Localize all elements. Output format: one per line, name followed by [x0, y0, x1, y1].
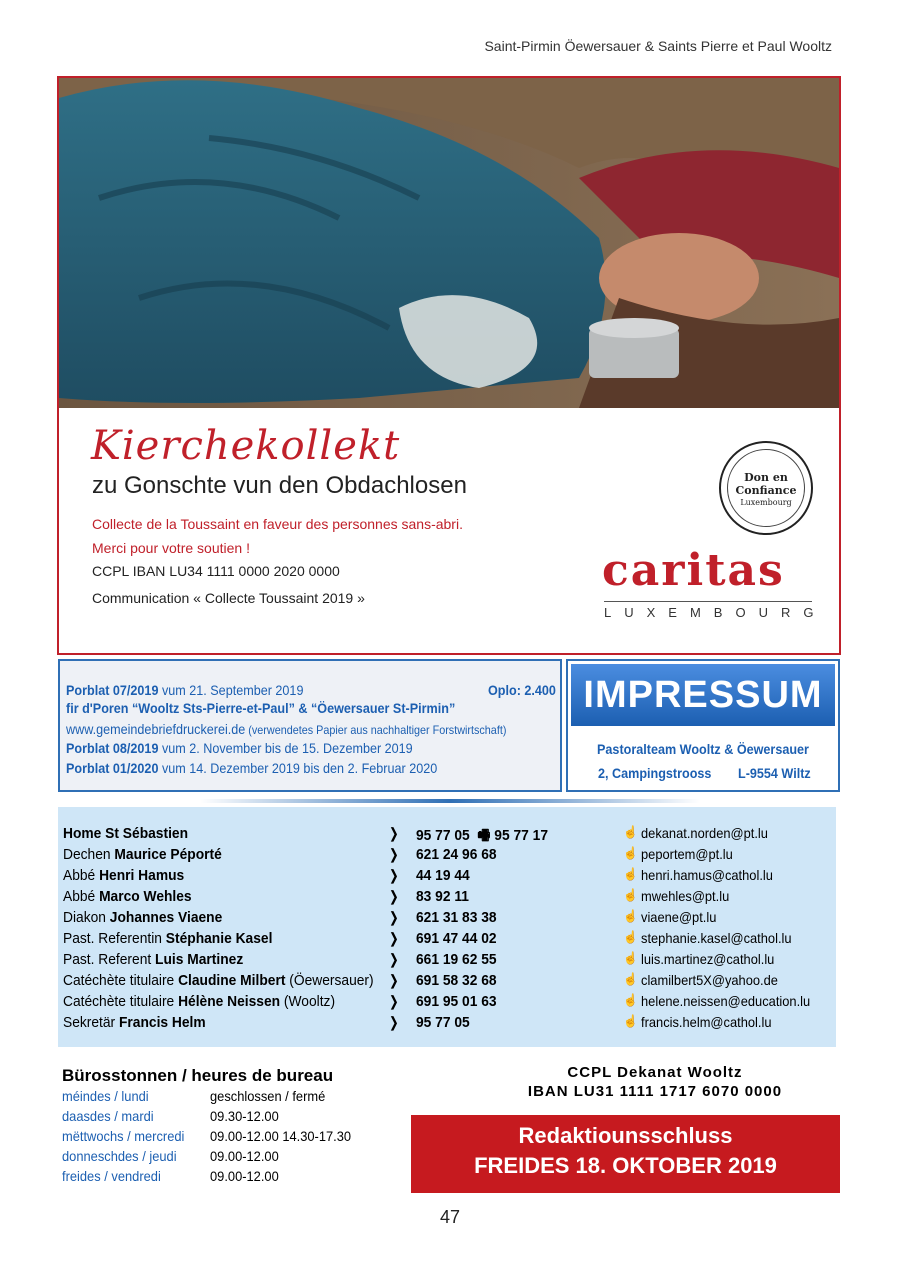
- contact-person: Maurice Péporté: [114, 846, 222, 863]
- issue-08-date: vum 2. November bis de 15. Dezember 2019: [158, 740, 413, 756]
- fax-icon: 🖷: [477, 827, 491, 844]
- logo-divider: [604, 601, 812, 602]
- editorial-deadline-banner: [411, 1115, 840, 1193]
- ad-title: Kierchekollekt: [91, 423, 401, 469]
- contact-name: [63, 909, 222, 926]
- contact-name: [63, 951, 243, 968]
- page-number: 47: [439, 1207, 461, 1227]
- contact-row: [58, 888, 836, 909]
- phone-icon: ❭: [388, 846, 400, 862]
- contact-person: Home St Sébastien: [63, 825, 189, 842]
- printer-line: [66, 721, 506, 737]
- contact-phone[interactable]: [416, 972, 497, 989]
- contact-person: Henri Hamus: [99, 867, 185, 884]
- contact-role: Past. Referentin: [63, 930, 166, 947]
- office-hours-time: geschlossen / fermé: [210, 1088, 326, 1104]
- contact-person: Hélène Neissen: [178, 993, 281, 1010]
- page-header: Saint-Pirmin Öewersauer & Saints Pierre et Paul Wooltz: [484, 38, 832, 54]
- mouse-pointer-icon: ☝: [623, 1014, 638, 1028]
- contact-role: Diakon: [63, 909, 110, 926]
- mouse-pointer-icon: ☝: [623, 867, 638, 881]
- contact-name: [63, 993, 335, 1010]
- phone-number[interactable]: 95 77 05: [416, 827, 470, 844]
- contact-phone[interactable]: [416, 930, 497, 947]
- caritas-advertisement: [57, 76, 841, 655]
- office-hours-day: méindes / lundi: [62, 1088, 149, 1104]
- homeless-person-photo: [59, 78, 839, 408]
- contact-role: Past. Referent: [63, 951, 156, 968]
- contact-row: [58, 972, 836, 993]
- contact-list: [58, 807, 836, 1047]
- office-hours-day: mëttwochs / mercredi: [62, 1128, 185, 1144]
- contact-person: Luis Martinez: [155, 951, 244, 968]
- contact-email[interactable]: francis.helm@cathol.lu: [641, 1014, 772, 1030]
- caritas-logo: caritas: [602, 545, 785, 596]
- office-hours-time: 09.00-12.00 14.30-17.30: [210, 1128, 352, 1144]
- bank-account-name: CCPL Dekanat Wooltz: [567, 1064, 743, 1081]
- contact-row: [58, 867, 836, 888]
- contact-email[interactable]: peportem@pt.lu: [641, 846, 733, 862]
- contact-role: Sekretär: [63, 1014, 119, 1031]
- contact-name: [63, 1014, 206, 1031]
- contact-person: Francis Helm: [118, 1014, 206, 1031]
- phone-number[interactable]: 83 92 11: [416, 888, 469, 905]
- office-hours-title: Bürosstonnen / heures de bureau: [62, 1066, 334, 1085]
- ad-subtitle: zu Gonschte vun den Obdachlosen: [92, 472, 467, 499]
- contact-role: Abbé: [63, 867, 100, 884]
- contact-row: [58, 930, 836, 951]
- contact-role: Abbé: [63, 888, 100, 905]
- issue-07-date: vum 21. September 2019: [158, 682, 304, 698]
- contact-email[interactable]: viaene@pt.lu: [641, 909, 717, 925]
- contact-email[interactable]: stephanie.kasel@cathol.lu: [641, 930, 792, 946]
- phone-icon: ❭: [388, 1014, 400, 1030]
- phone-icon: ❭: [388, 951, 400, 967]
- impressum-team: Pastoralteam Wooltz & Öewersauer: [597, 741, 809, 757]
- contact-person: Marco Wehles: [99, 888, 192, 905]
- mouse-pointer-icon: ☝: [623, 951, 638, 965]
- issue-line-07: [66, 682, 303, 698]
- impressum-box: [566, 659, 840, 792]
- contact-row: [58, 993, 836, 1014]
- impressum-title: IMPRESSUM: [571, 664, 835, 726]
- contact-phone[interactable]: [416, 867, 470, 884]
- contact-person: Johannes Viaene: [109, 909, 223, 926]
- issue-01-date: vum 14. Dezember 2019 bis den 2. Februar 2020: [158, 760, 438, 776]
- contact-phone[interactable]: [416, 888, 469, 905]
- phone-number[interactable]: 621 31 83 38: [416, 909, 497, 926]
- contact-email[interactable]: helene.neissen@education.lu: [641, 993, 811, 1009]
- seal-line-2: Confiance: [735, 484, 797, 497]
- phone-number[interactable]: 44 19 44: [416, 867, 470, 884]
- printer-note: (verwendetes Papier aus nachhaltiger Forstwirtschaft): [245, 723, 507, 737]
- phone-icon: ❭: [388, 909, 400, 925]
- office-hours-time: 09.00-12.00: [210, 1168, 279, 1184]
- ad-french-line-1: Collecte de la Toussaint en faveur des personnes sans-abri.: [92, 516, 463, 532]
- contact-row: [58, 825, 836, 846]
- impressum-zip: L-9554 Wiltz: [738, 765, 811, 781]
- contact-name: [63, 867, 184, 884]
- office-hours-time: 09.00-12.00: [210, 1148, 279, 1164]
- contact-row: [58, 951, 836, 972]
- mouse-pointer-icon: ☝: [623, 888, 638, 902]
- mouse-pointer-icon: ☝: [623, 909, 638, 923]
- issue-07-label: Porblat 07/2019: [66, 682, 159, 698]
- phone-number[interactable]: 95 77 05: [416, 1014, 470, 1031]
- contact-name: [63, 888, 192, 905]
- office-hours-day: freides / vendredi: [62, 1168, 161, 1184]
- contact-email[interactable]: luis.martinez@cathol.lu: [641, 951, 775, 967]
- contact-role: Dechen: [63, 846, 115, 863]
- impressum-address: 2, Campingstrooss: [598, 765, 712, 781]
- seal-line-3: Luxembourg: [740, 498, 792, 507]
- section-divider: [200, 799, 700, 803]
- contact-name: [63, 825, 188, 842]
- phone-number[interactable]: 621 24 96 68: [416, 846, 497, 863]
- phone-number[interactable]: 691 95 01 63: [416, 993, 497, 1010]
- ad-french-line-2: Merci pour votre soutien !: [92, 540, 250, 556]
- phone-icon: ❭: [388, 993, 400, 1009]
- contact-email[interactable]: mwehles@pt.lu: [641, 888, 730, 904]
- contact-email[interactable]: clamilbert5X@yahoo.de: [641, 972, 778, 988]
- mouse-pointer-icon: ☝: [623, 930, 638, 944]
- mouse-pointer-icon: ☝: [623, 993, 638, 1007]
- mouse-pointer-icon: ☝: [623, 825, 638, 839]
- contact-name: [63, 930, 272, 947]
- contact-person: Claudine Milbert: [178, 972, 286, 989]
- contact-role: Catéchète titulaire: [63, 993, 179, 1010]
- office-hours-time: 09.30-12.00: [210, 1108, 279, 1124]
- phone-icon: ❭: [388, 930, 400, 946]
- contact-name: [63, 846, 222, 863]
- contact-row: [58, 909, 836, 930]
- contact-phone[interactable]: [416, 993, 497, 1010]
- mouse-pointer-icon: ☝: [623, 846, 638, 860]
- seal-line-1: Don en: [744, 471, 788, 484]
- issue-line-01: [66, 760, 437, 776]
- contact-note: (Wooltz): [280, 993, 336, 1010]
- deadline-label: Redaktiounsschluss: [518, 1123, 733, 1148]
- fax-number[interactable]: 95 77 17: [494, 827, 548, 844]
- phone-number[interactable]: 661 19 62 55: [416, 951, 497, 968]
- contact-email[interactable]: henri.hamus@cathol.lu: [641, 867, 773, 883]
- parishes-line: fir d'Poren “Wooltz Sts-Pierre-et-Paul” & “Öewersauer St-Pirmin”: [66, 700, 456, 716]
- contact-phone[interactable]: [416, 951, 497, 968]
- photo-illustration: [59, 78, 839, 408]
- ad-communication: Communication « Collecte Toussaint 2019 »: [92, 590, 365, 606]
- office-hours-day: daasdes / mardi: [62, 1108, 154, 1124]
- phone-number[interactable]: 691 47 44 02: [416, 930, 497, 947]
- contact-person: Stéphanie Kasel: [165, 930, 273, 947]
- issue-01-label: Porblat 01/2020: [66, 760, 159, 776]
- contact-row: [58, 846, 836, 867]
- contact-row: [58, 1014, 836, 1035]
- issue-08-label: Porblat 08/2019: [66, 740, 159, 756]
- contact-note: (Öewersauer): [285, 972, 374, 989]
- contact-name: [63, 972, 374, 989]
- publication-info-box: [58, 659, 562, 792]
- contact-phone[interactable]: [416, 1014, 470, 1031]
- bank-iban: IBAN LU31 1111 1717 6070 0000: [527, 1083, 783, 1100]
- contact-email[interactable]: dekanat.norden@pt.lu: [641, 825, 768, 841]
- deadline-date: FREIDES 18. OKTOBER 2019: [474, 1153, 777, 1178]
- phone-icon: ❭: [388, 867, 400, 883]
- ad-iban: CCPL IBAN LU34 1111 0000 2020 0000: [92, 563, 340, 579]
- phone-icon: ❭: [388, 888, 400, 904]
- caritas-logo-sub: LUXEMBOURG: [604, 605, 827, 620]
- contact-phone[interactable]: [416, 846, 497, 863]
- office-hours-day: donneschdes / jeudi: [62, 1148, 177, 1164]
- printer-link[interactable]: www.gemeindebriefdruckerei.de: [66, 721, 246, 737]
- print-run: Oplo: 2.400: [488, 682, 556, 698]
- phone-icon: ❭: [388, 825, 400, 841]
- don-en-confiance-seal: [719, 441, 813, 535]
- contact-role: Catéchète titulaire: [63, 972, 179, 989]
- phone-icon: ❭: [388, 972, 400, 988]
- mouse-pointer-icon: ☝: [623, 972, 638, 986]
- issue-line-08: [66, 740, 413, 756]
- phone-number[interactable]: 691 58 32 68: [416, 972, 497, 989]
- contact-phone[interactable]: [416, 909, 497, 926]
